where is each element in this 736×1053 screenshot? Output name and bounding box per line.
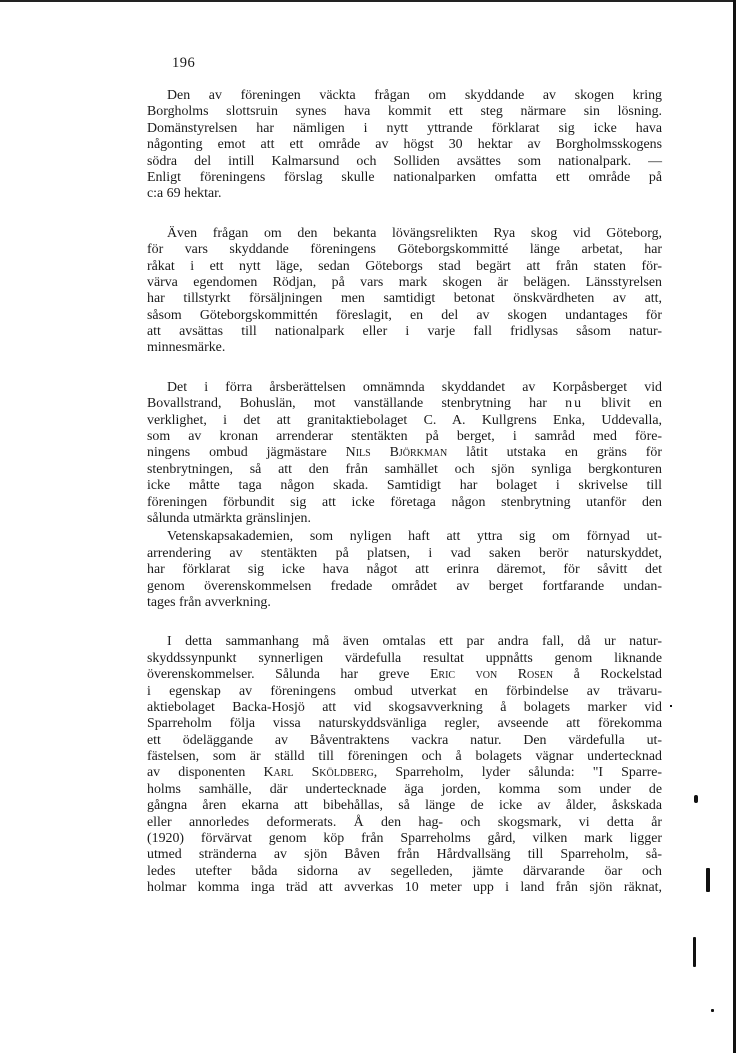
scan-top-edge — [0, 0, 736, 2]
text-fragment: å Rockelstad — [573, 667, 662, 683]
text-fragment: av disponenten — [147, 765, 246, 781]
text-fragment: överenskommelser. Sålunda har greve — [147, 667, 410, 683]
text-line: Domänstyrelsen har nämligen i nytt yttrande förklarat sig icke hava — [147, 120, 662, 136]
text-line: aktiebolaget Backa-Hosjö att vid skogsavverkning å bolagets marker vid — [147, 699, 662, 715]
text-line: I detta sammanhang må även omtalas ett par andra fall, då ur natur- — [167, 634, 662, 650]
text-line: har tillstyrkt försäljningen men samtidigt betonat önskvärdheten av att, — [147, 291, 662, 307]
text-line: Enligt föreningens förslag skulle nationalparken omfatta ett område på — [147, 169, 662, 185]
text-line: värva egendomen Rödjan, på vars mark skogen är belägen. Länsstyrelsen — [147, 274, 662, 290]
text-line: Vetenskapsakademien, som nyligen haft att yttra sig om förnyad ut- — [167, 529, 662, 545]
text-line: södra del intill Kalmarsund och Solliden avsättes som nationalpark. — — [147, 153, 662, 169]
text-line: verklighet, i det att granitaktiebolaget C. A. Kullgrens Enka, Uddevalla, — [147, 412, 662, 428]
text-column — [147, 88, 662, 920]
scan-speck — [711, 1009, 714, 1012]
paragraph-vetenskapsakademien — [147, 529, 662, 611]
text-line: tages från avverkning. — [147, 594, 271, 610]
scan-speck — [670, 705, 672, 707]
text-line: skyddssynpunkt synnerligen värdefulla resultat uppnåtts genom liknande — [147, 650, 662, 666]
text-line: har förklarat sig icke hava något att erinra däremot, för såvitt det — [147, 562, 662, 578]
text-line: någonting emot att ett område av högst 30 hektar av Borgholmsskogens — [147, 137, 662, 153]
text-line — [147, 765, 662, 781]
person-name: Nils Björkman — [345, 445, 448, 461]
text-line — [147, 445, 662, 461]
text-line: råkat i ett nytt läge, sedan Göteborgs stad begärt att från staten för- — [147, 258, 662, 274]
paragraph-korpasberget — [147, 380, 662, 528]
text-line: som av kronan arrenderar stentäkten på berget, i samråd med före- — [147, 429, 662, 445]
text-line: c:a 69 hektar. — [147, 186, 222, 202]
text-line: genom överenskommelsen fredade området av berget fortfarande undan- — [147, 578, 662, 594]
text-line: Sparreholm följa vissa naturskyddsvänliga regler, avseende att förekomma — [147, 716, 662, 732]
text-line: för vars skyddande föreningens Göteborgskommitté länge arbetat, har — [147, 242, 662, 258]
text-fragment: , Sparreholm, lyder sålunda: "I Sparre- — [373, 765, 662, 781]
scan-mark — [694, 795, 698, 803]
text-line: Borgholms slottsruin synes hava kommit ett steg närmare sin lösning. — [147, 104, 662, 120]
text-line: Även frågan om den bekanta lövängsrelikten Rya skog vid Göteborg, — [167, 225, 662, 241]
emphasis-word: nu — [565, 396, 584, 412]
text-line: ledes utefter båda sidorna av segelleden, jämte därvarande öar och — [147, 863, 662, 879]
text-line: utmed stränderna av sjön Båven från Hårdvallsäng till Sparreholm, så- — [147, 847, 662, 863]
page-number: 196 — [172, 55, 196, 71]
paragraph-rya-skog — [147, 226, 662, 357]
text-line: Den av föreningen väckta frågan om skyddande av skogen kring — [167, 88, 662, 103]
text-line: sålunda utmärkta gränslinjen. — [147, 510, 311, 526]
paragraph-sparreholm — [147, 634, 662, 896]
text-line: arrendering av stentäkten på platsen, i vad saken berör naturskyddet, — [147, 545, 662, 561]
text-line: fästelsen, som är ställd till föreningen och å bolagets vägnar undertecknad — [147, 749, 662, 765]
text-line: gångna åren ekarna att bibehållas, så länge de icke av ålder, åskskada — [147, 798, 662, 814]
text-line — [147, 667, 662, 683]
text-line: minnesmärke. — [147, 340, 226, 356]
paragraph-borgholm — [147, 88, 662, 203]
text-line: holms samhälle, där undertecknade äga jorden, komma som under de — [147, 781, 662, 797]
text-line: (1920) förvärvat genom köp från Sparreholms gård, vilken mark ligger — [147, 831, 662, 847]
text-line: stenbrytningen, så att den från samhället och sjön synliga bergkonturen — [147, 461, 662, 477]
text-fragment: låtit utstaka en gräns för — [466, 445, 663, 461]
person-name: Karl Sköldberg — [263, 765, 374, 781]
scan-mark — [706, 868, 710, 892]
person-name: Eric von Rosen — [429, 667, 554, 683]
scan-mark — [693, 937, 696, 967]
text-line: att avsättas till nationalpark eller i varje fall fridlysas såsom natur- — [147, 324, 662, 340]
text-line — [147, 396, 662, 412]
text-line: föreningen förbundit sig att icke företaga någon stenbrytning utanför den — [147, 494, 662, 510]
text-line: holmar komma inga träd att avverkas 10 meter upp i land från sjön räknat, — [147, 880, 662, 896]
text-fragment: blivit en — [601, 396, 662, 412]
text-line: ett ödeläggande av Båventraktens vackra natur. Den värdefulla ut- — [147, 732, 662, 748]
text-line: Det i förra årsberättelsen omnämnda skyddandet av Korpåsberget vid — [167, 379, 662, 395]
text-fragment: ningens ombud jägmästare — [147, 445, 327, 461]
text-line: i egenskap av föreningens ombud utverkat en förbindelse av trävaru- — [147, 683, 662, 699]
text-line: icke måtte taga någon skada. Samtidigt har bolaget i skrivelse till — [147, 478, 662, 494]
text-fragment: Bovallstrand, Bohuslän, mot vanställande stenbrytning har — [147, 396, 547, 412]
text-line: eller annorledes deformerats. Å den hag- och skogsmark, vi detta år — [147, 814, 662, 830]
text-line: såsom Göteborgskommittén föreslagit, en del av skogen undantages för — [147, 307, 662, 323]
